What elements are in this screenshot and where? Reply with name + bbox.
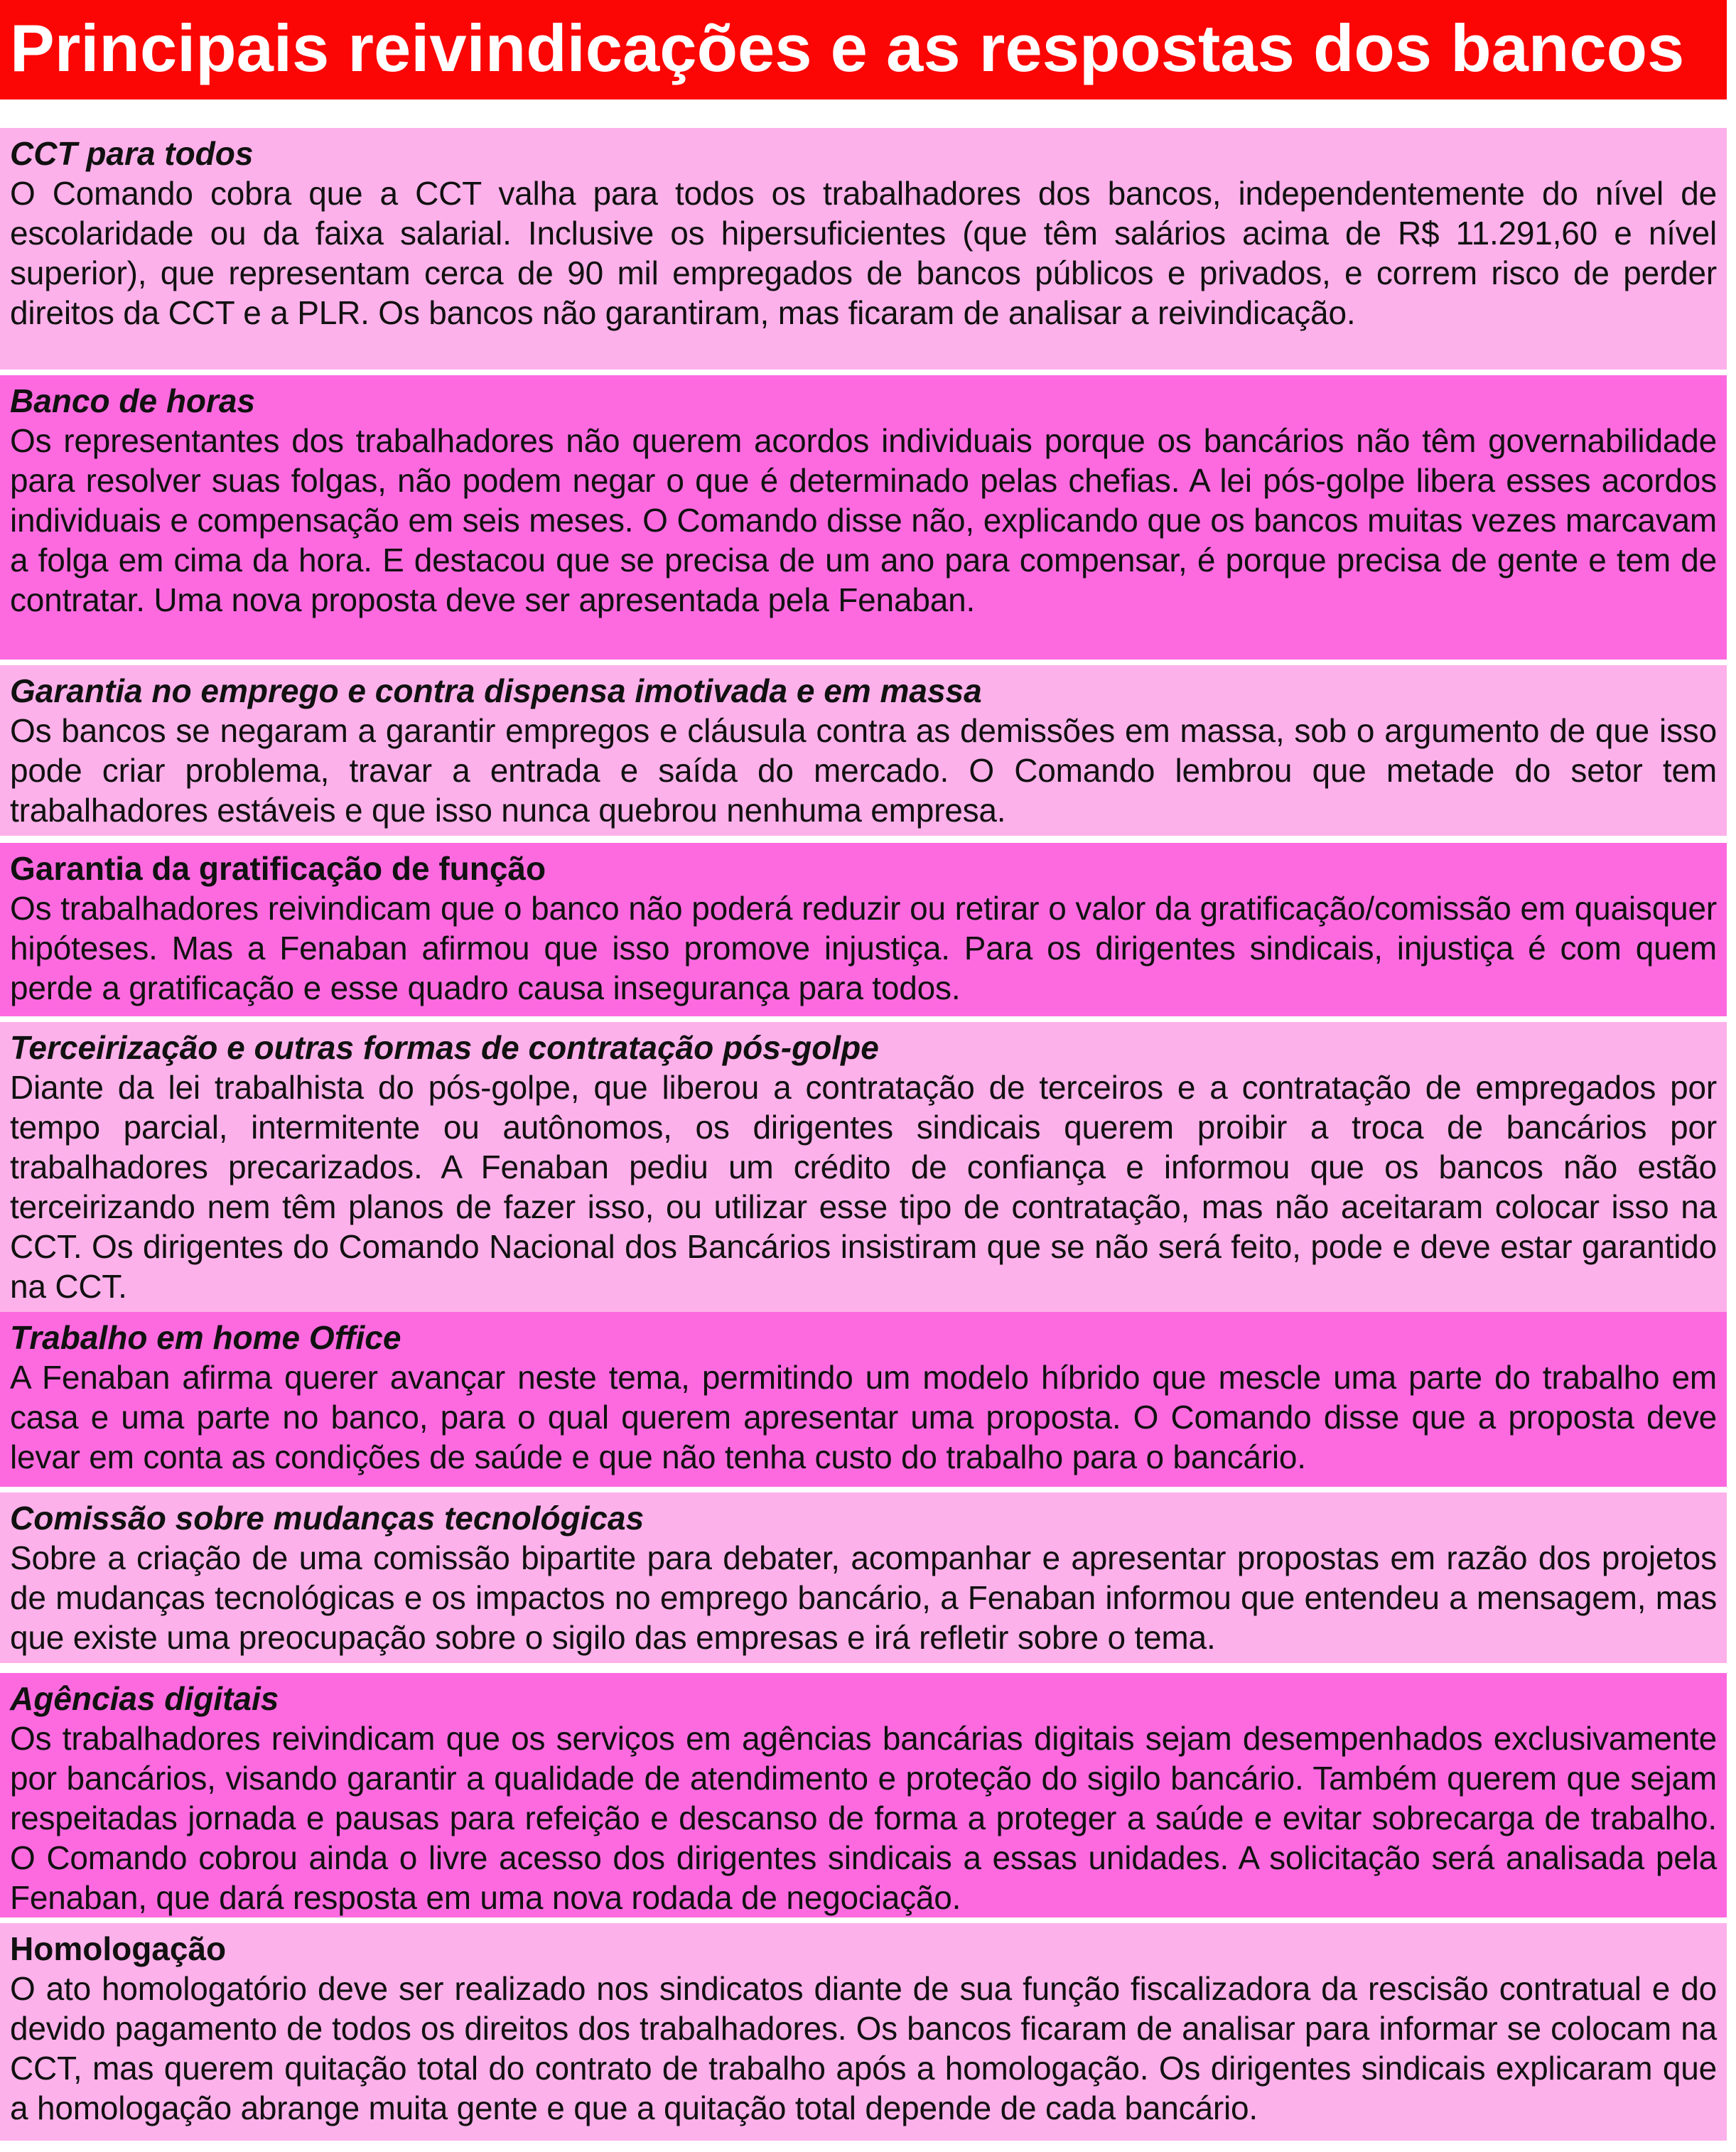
section-body: O ato homologatório deve ser realizado nos sindicatos diante de sua função fiscalizadora da rescisão contratual e do devido pagamento de todos os direitos dos trabalhadores. Os bancos ficaram de analisar para informar se colocam na CCT, mas querem quitação total do contrato de trabalho após a homologação. Os dirigentes sindicais explicaram que a homologação abrange muita gente e que a quitação total depende de cada bancário. [10,1970,1717,2126]
section-heading: CCT para todos [10,135,254,172]
section-garantia-no-emprego [0,665,1727,836]
section-heading: Homologação [10,1930,227,1967]
section-heading: Comissão sobre mudanças tecnológicas [10,1500,645,1537]
section-heading: Agências digitais [10,1680,279,1717]
section-heading: Garantia da gratificação de função [10,850,546,887]
section-cct-para-todos [0,128,1727,370]
section-heading: Trabalho em home Office [10,1319,401,1356]
section-body: Os representantes dos trabalhadores não querem acordos individuais porque os bancários não têm governabilidade para resolver suas folgas, não podem negar o que é determinado pelas chefias. A lei pós-golpe libera esses acordos individuais e compensação em seis meses. O Comando disse não, explicando que os bancos muitas vezes marcavam a folga em cima da hora. E destacou que se precisa de um ano para compensar, é porque precisa de gente e tem de contratar. Uma nova proposta deve ser apresentada pela Fenaban. [10,422,1717,618]
section-garantia-gratificacao [0,843,1727,1016]
section-home-office [0,1312,1727,1487]
section-banco-de-horas [0,375,1727,660]
section-body: Os trabalhadores reivindicam que os serviços em agências bancárias digitais sejam desempenhados exclusivamente por bancários, visando garantir a qualidade de atendimento e proteção do sigilo bancário. Também querem que sejam respeitadas jornada e pausas para refeição e descanso de forma a proteger a saúde e evitar sobrecarga de trabalho. O Comando cobrou ainda o livre acesso dos dirigentes sindicais a essas unidades. A solicitação será analisada pela Fenaban, que dará resposta em uma nova rodada de negociação. [10,1720,1717,1916]
section-terceirizacao [0,1022,1727,1312]
section-comissao-tecnologica [0,1492,1727,1663]
section-body: Diante da lei trabalhista do pós-golpe, que liberou a contratação de terceiros e a contratação de empregados por tempo parcial, intermitente ou autônomos, os dirigentes sindicais querem proibir a troca de bancários por trabalhadores precarizados. A Fenaban pediu um crédito de confiança e informou que os bancos não estão terceirizando nem têm planos de fazer isso, ou utilizar esse tipo de contratação, mas não aceitaram colocar isso na CCT. Os dirigentes do Comando Nacional dos Bancários insistiram que se não será feito, pode e deve estar garantido na CCT. [10,1069,1717,1305]
section-body: Os trabalhadores reivindicam que o banco não poderá reduzir ou retirar o valor da gratificação/comissão em quaisquer hipóteses. Mas a Fenaban afirmou que isso promove injustiça. Para os dirigentes sindicais, injustiça é com quem perde a gratificação e esse quadro causa insegurança para todos. [10,890,1717,1006]
section-body: A Fenaban afirma querer avançar neste tema, permitindo um modelo híbrido que mescle uma parte do trabalho em casa e uma parte no banco, para o qual querem apresentar uma proposta. O Comando disse que a proposta deve levar em conta as condições de saúde e que não tenha custo do trabalho para o bancário. [10,1359,1717,1475]
section-body: O Comando cobra que a CCT valha para todos os trabalhadores dos bancos, independentemente do nível de escolaridade ou da faixa salarial. Inclusive os hipersuficientes (que têm salários acima de R$ 11.291,60 e nível superior), que representam cerca de 90 mil empregados de bancos públicos e privados, e correm risco de perder direitos da CCT e a PLR. Os bancos não garantiram, mas ficaram de analisar a reivindicação. [10,175,1717,331]
section-heading: Terceirização e outras formas de contratação pós-golpe [10,1029,879,1066]
section-heading: Banco de horas [10,382,256,419]
section-homologacao [0,1923,1727,2141]
section-heading: Garantia no emprego e contra dispensa imotivada e em massa [10,672,982,709]
page-title: Principais reivindicações e as respostas dos bancos [0,0,1727,99]
section-agencias-digitais [0,1673,1727,1917]
section-body: Os bancos se negaram a garantir empregos e cláusula contra as demissões em massa, sob o argumento de que isso pode criar problema, travar a entrada e saída do mercado. O Comando lembrou que metade do setor tem trabalhadores estáveis e que isso nunca quebrou nenhuma empresa. [10,712,1717,829]
section-body: Sobre a criação de uma comissão bipartite para debater, acompanhar e apresentar propostas em razão dos projetos de mudanças tecnológicas e os impactos no emprego bancário, a Fenaban informou que entendeu a mensagem, mas que existe uma preocupação sobre o sigilo das empresas e irá refletir sobre o tema. [10,1539,1717,1656]
